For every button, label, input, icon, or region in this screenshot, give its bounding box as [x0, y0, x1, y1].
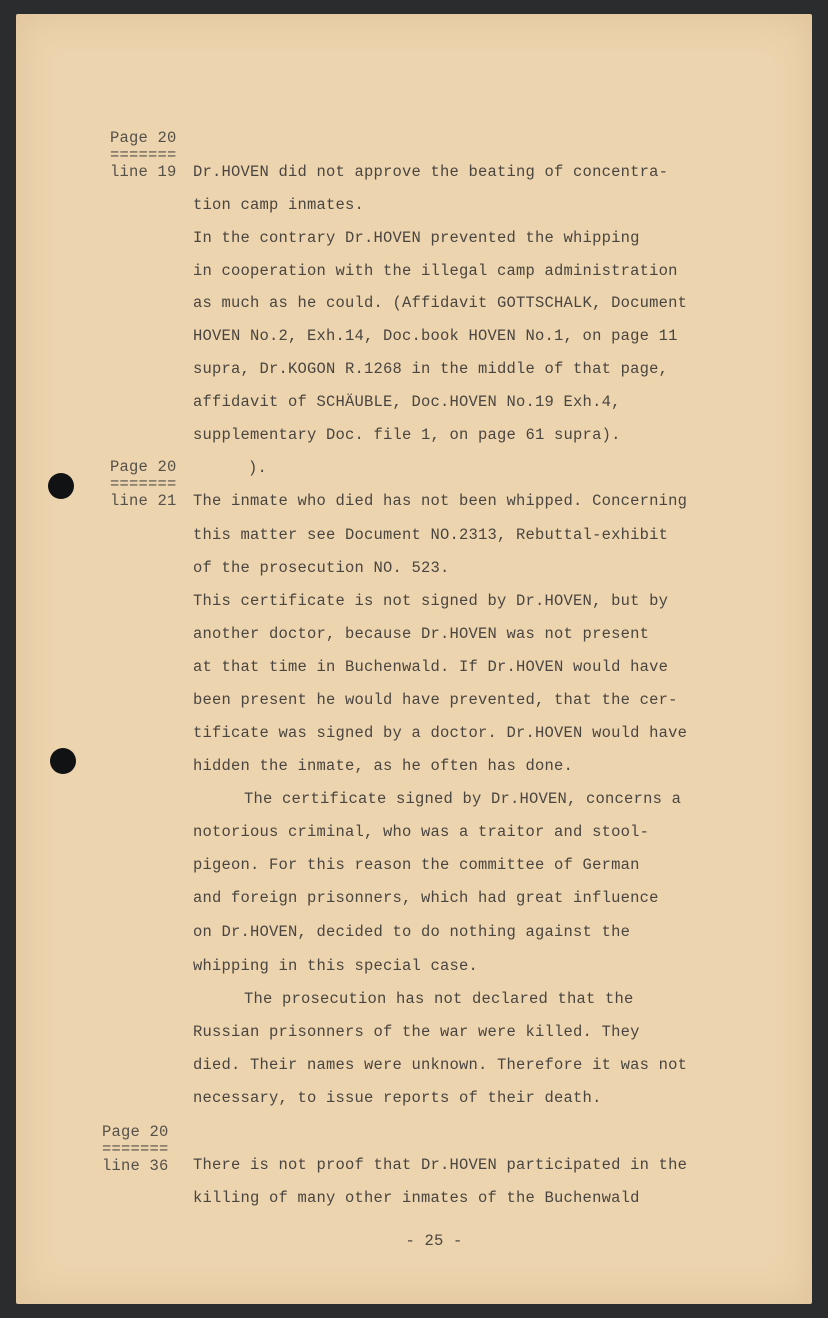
body-line: as much as he could. (Affidavit GOTTSCHALK, Document — [193, 294, 688, 312]
ref-rule-3: ======= — [102, 1140, 169, 1158]
ref-page-2: Page 20 — [110, 458, 177, 476]
ref-page-1: Page 20 — [110, 129, 177, 147]
body-line: died. Their names were unknown. Therefore it was not — [193, 1056, 688, 1074]
body-line: at that time in Buchenwald. If Dr.HOVEN would have — [193, 658, 669, 676]
body-line: tificate was signed by a doctor. Dr.HOVEN would have — [193, 724, 688, 742]
body-line: another doctor, because Dr.HOVEN was not present — [193, 625, 650, 643]
body-line: hidden the inmate, as he often has done. — [193, 757, 574, 775]
body-line: The inmate who died has not been whipped. Concerning — [193, 492, 688, 510]
body-line: on Dr.HOVEN, decided to do nothing against the — [193, 923, 631, 941]
body-line: affidavit of SCHÄUBLE, Doc.HOVEN No.19 Exh.4, — [193, 393, 621, 411]
body-line: whipping in this special case. — [193, 957, 479, 975]
body-line: supra, Dr.KOGON R.1268 in the middle of that page, — [193, 360, 669, 378]
body-line: ). — [248, 459, 268, 477]
page-number: - 25 - — [405, 1232, 463, 1250]
body-line: The certificate signed by Dr.HOVEN, concerns a — [244, 790, 682, 808]
body-line: notorious criminal, who was a traitor and stool- — [193, 823, 650, 841]
body-line: pigeon. For this reason the committee of German — [193, 856, 640, 874]
body-line: Russian prisonners of the war were killed. They — [193, 1023, 640, 1041]
punch-hole-lower — [50, 748, 76, 774]
ref-rule-2: ======= — [110, 475, 177, 493]
body-line: There is not proof that Dr.HOVEN participated in the — [193, 1156, 688, 1174]
body-line: Dr.HOVEN did not approve the beating of concentra- — [193, 163, 669, 181]
ref-line-3: line 36 — [102, 1157, 169, 1175]
body-line: been present he would have prevented, that the cer- — [193, 691, 678, 709]
body-line: tion camp inmates. — [193, 196, 365, 214]
ref-rule-1: ======= — [110, 146, 177, 164]
body-line: necessary, to issue reports of their death. — [193, 1089, 602, 1107]
punch-hole-upper — [48, 473, 74, 499]
ref-line-2: line 21 — [110, 492, 177, 510]
body-line: this matter see Document NO.2313, Rebuttal-exhibit — [193, 526, 669, 544]
body-line: of the prosecution NO. 523. — [193, 559, 450, 577]
body-line: supplementary Doc. file 1, on page 61 supra). — [193, 426, 621, 444]
body-line: In the contrary Dr.HOVEN prevented the whipping — [193, 229, 640, 247]
body-line: killing of many other inmates of the Buchenwald — [193, 1189, 640, 1207]
body-line: HOVEN No.2, Exh.14, Doc.book HOVEN No.1, on page 11 — [193, 327, 678, 345]
body-line: and foreign prisonners, which had great influence — [193, 889, 659, 907]
ref-page-3: Page 20 — [102, 1123, 169, 1141]
ref-line-1: line 19 — [110, 163, 177, 181]
body-line: This certificate is not signed by Dr.HOVEN, but by — [193, 592, 669, 610]
body-line: The prosecution has not declared that the — [244, 990, 634, 1008]
body-line: in cooperation with the illegal camp administration — [193, 262, 678, 280]
